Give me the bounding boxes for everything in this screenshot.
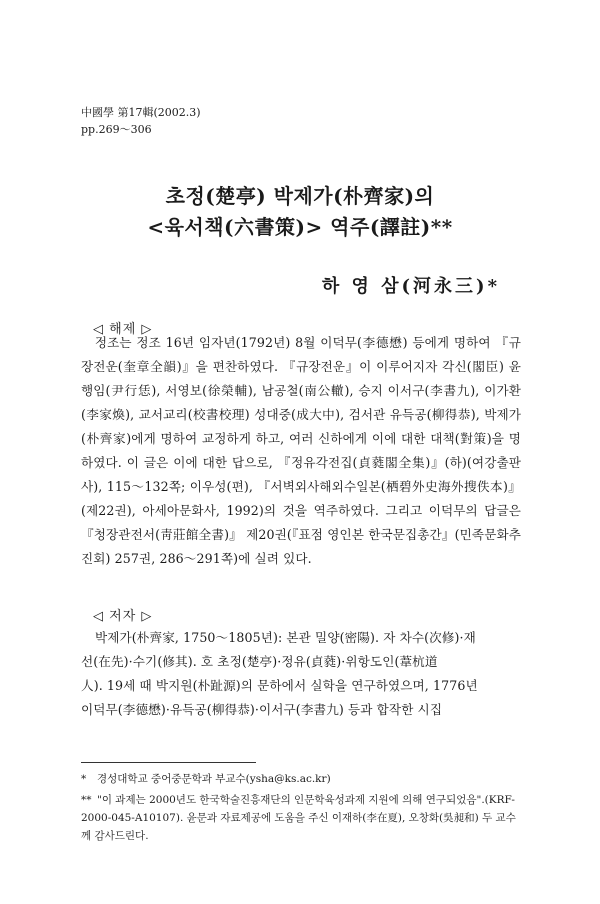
journal-header	[81, 104, 201, 138]
footnote-text: 경성대학교 중어중문학과 부교수(ysha@ks.ac.kr)	[97, 773, 331, 785]
section-heading-author: ◁ 저자 ▷	[93, 609, 153, 624]
summary-paragraph: 정조는 정조 16년 임자년(1792년) 8월 이덕무(李德懋) 등에게 명하여 『규장전운(奎章全韻)』을 편찬하였다. 『규장전운』이 이루어지자 각신(閣臣) 윤행임(尹行恁), 서영보(徐榮輔), 남공철(南公轍), 승지 이서구(李書九), 이가환(李家煥), 교서교리(校書校理) 성대중(成大中), 검서관 유득공(柳得恭), 박제가(朴齊家)에게 명하여 교정하게 하고, 여러 신하에게 이에 대한 대책(對策)을 명하였다. 이 글은 이에 대한 답으로, 『정유각전집(貞蕤閣全集)』(하)(여강출판사), 115～132쪽; 이우성(편), 『서벽외사해외수일본(栖碧外史海外搜佚本)』(제22권), 아세아문화사, 1992)의 것을 역주하였다. 그리고 이덕무의 답글은 『청장관전서(靑莊館全書)』 제20권(『표점 영인본 한국문집총간』(민족문화추진회) 257권, 286～291쪽)에 실려 있다.	[81, 335, 521, 566]
author-paragraph	[81, 626, 521, 722]
author-line: 人). 19세 때 박지원(朴趾源)의 문하에서 실학을 연구하였으며, 1776년	[81, 678, 478, 693]
footnote-mark: **	[81, 794, 92, 806]
article-title-line2: <육서책(六書策)> 역주(譯註)**	[147, 215, 453, 239]
footnote-divider	[81, 762, 256, 763]
author-line: 박제가(朴齊家, 1750～1805년): 본관 밀양(密陽). 자 차수(次修)·재	[95, 630, 476, 645]
journal-citation: 中國學 第17輯(2002.3)	[81, 106, 201, 119]
footnote-1	[81, 770, 521, 788]
footnote-2	[81, 791, 521, 845]
article-title-line1: 초정(楚亭) 박제가(朴齊家)의	[165, 184, 435, 208]
section-heading-summary: ◁ 해제 ▷	[93, 322, 153, 337]
author-line: 선(在先)·수기(修其). 호 초정(楚亭)·정유(貞蕤)·위항도인(葦杭道	[81, 654, 438, 669]
footnote-mark: *	[81, 773, 87, 785]
author-name: 하 영 삼(河永三)*	[321, 276, 500, 297]
author-line: 이덕무(李德懋)·유득공(柳得恭)·이서구(李書九) 등과 합작한 시집	[81, 702, 443, 717]
footnote-text: "이 과제는 2000년도 한국학술진흥재단의 인문학육성과제 지원에 의해 연구되었음".(KRF-2000-045-A10107). 윤문과 자료제공에 도움을 주신 이재하(李在夏), 오창화(吳昶和) 두 교수께 감사드린다.	[81, 794, 516, 842]
journal-pages: pp.269～306	[81, 123, 152, 136]
